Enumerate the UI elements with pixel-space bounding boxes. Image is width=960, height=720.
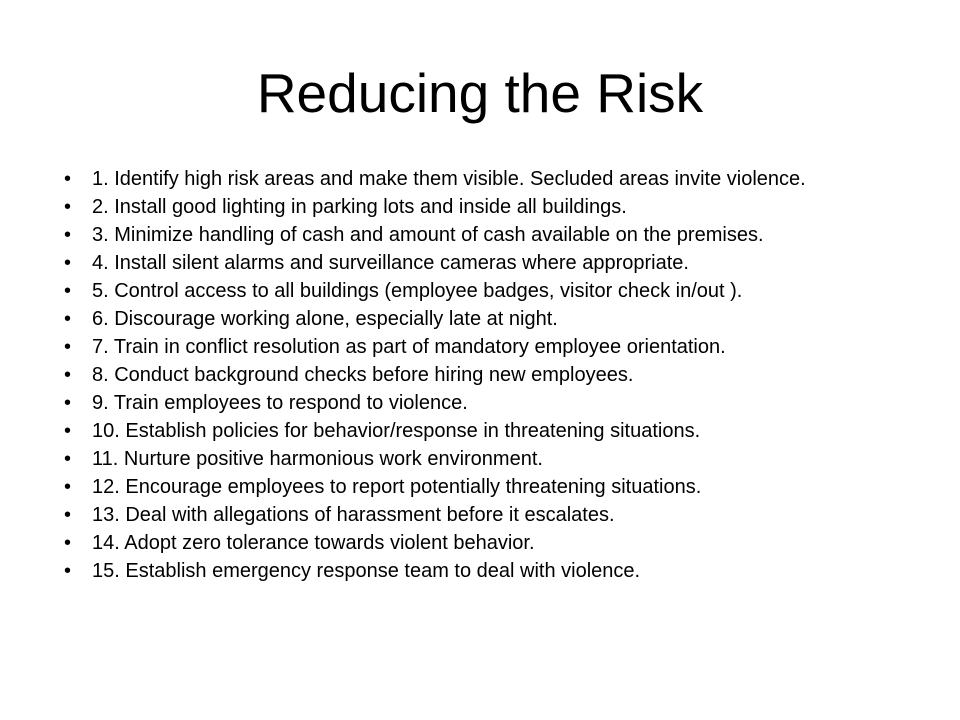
bullet-icon: • <box>64 476 72 498</box>
bullet-item-11 <box>64 448 924 471</box>
bullet-item-8 <box>64 364 924 387</box>
bullet-item-5 <box>64 280 924 303</box>
bullet-icon: • <box>64 560 72 582</box>
bullet-text: 1. Identify high risk areas and make them visible. Secluded areas invite violence. <box>92 168 806 190</box>
bullet-icon: • <box>64 252 72 274</box>
bullet-item-12 <box>64 476 924 499</box>
bullet-item-3 <box>64 224 924 247</box>
bullet-text: 6. Discourage working alone, especially late at night. <box>92 308 558 330</box>
bullet-item-4 <box>64 252 924 275</box>
bullet-item-13 <box>64 504 924 527</box>
bullet-icon: • <box>64 336 72 358</box>
bullet-icon: • <box>64 532 72 554</box>
bullet-text: 12. Encourage employees to report potentially threatening situations. <box>92 476 702 498</box>
bullet-text: 11. Nurture positive harmonious work environment. <box>92 448 543 470</box>
bullet-text: 2. Install good lighting in parking lots and inside all buildings. <box>92 196 627 218</box>
bullet-item-9 <box>64 392 924 415</box>
bullet-icon: • <box>64 392 72 414</box>
bullet-text: 5. Control access to all buildings (employee badges, visitor check in/out ). <box>92 280 743 302</box>
bullet-text: 9. Train employees to respond to violence. <box>92 392 468 414</box>
bullet-list <box>64 168 924 588</box>
bullet-icon: • <box>64 420 72 442</box>
bullet-text: 10. Establish policies for behavior/response in threatening situations. <box>92 420 701 442</box>
bullet-icon: • <box>64 448 72 470</box>
bullet-text: 14. Adopt zero tolerance towards violent behavior. <box>92 532 535 554</box>
bullet-item-7 <box>64 336 924 359</box>
bullet-item-6 <box>64 308 924 331</box>
bullet-text: 15. Establish emergency response team to deal with violence. <box>92 560 641 582</box>
bullet-text: 3. Minimize handling of cash and amount of cash available on the premises. <box>92 224 764 246</box>
slide-title: Reducing the Risk <box>256 62 704 124</box>
bullet-text: 4. Install silent alarms and surveillance cameras where appropriate. <box>92 252 689 274</box>
bullet-icon: • <box>64 224 72 246</box>
bullet-icon: • <box>64 280 72 302</box>
bullet-item-15 <box>64 560 924 583</box>
bullet-item-2 <box>64 196 924 219</box>
bullet-text: 7. Train in conflict resolution as part of mandatory employee orientation. <box>92 336 726 358</box>
bullet-icon: • <box>64 308 72 330</box>
bullet-item-10 <box>64 420 924 443</box>
bullet-text: 8. Conduct background checks before hiring new employees. <box>92 364 634 386</box>
bullet-text: 13. Deal with allegations of harassment before it escalates. <box>92 504 615 526</box>
bullet-item-14 <box>64 532 924 555</box>
bullet-item-1 <box>64 168 924 191</box>
bullet-icon: • <box>64 168 72 190</box>
bullet-icon: • <box>64 364 72 386</box>
bullet-icon: • <box>64 196 72 218</box>
bullet-icon: • <box>64 504 72 526</box>
